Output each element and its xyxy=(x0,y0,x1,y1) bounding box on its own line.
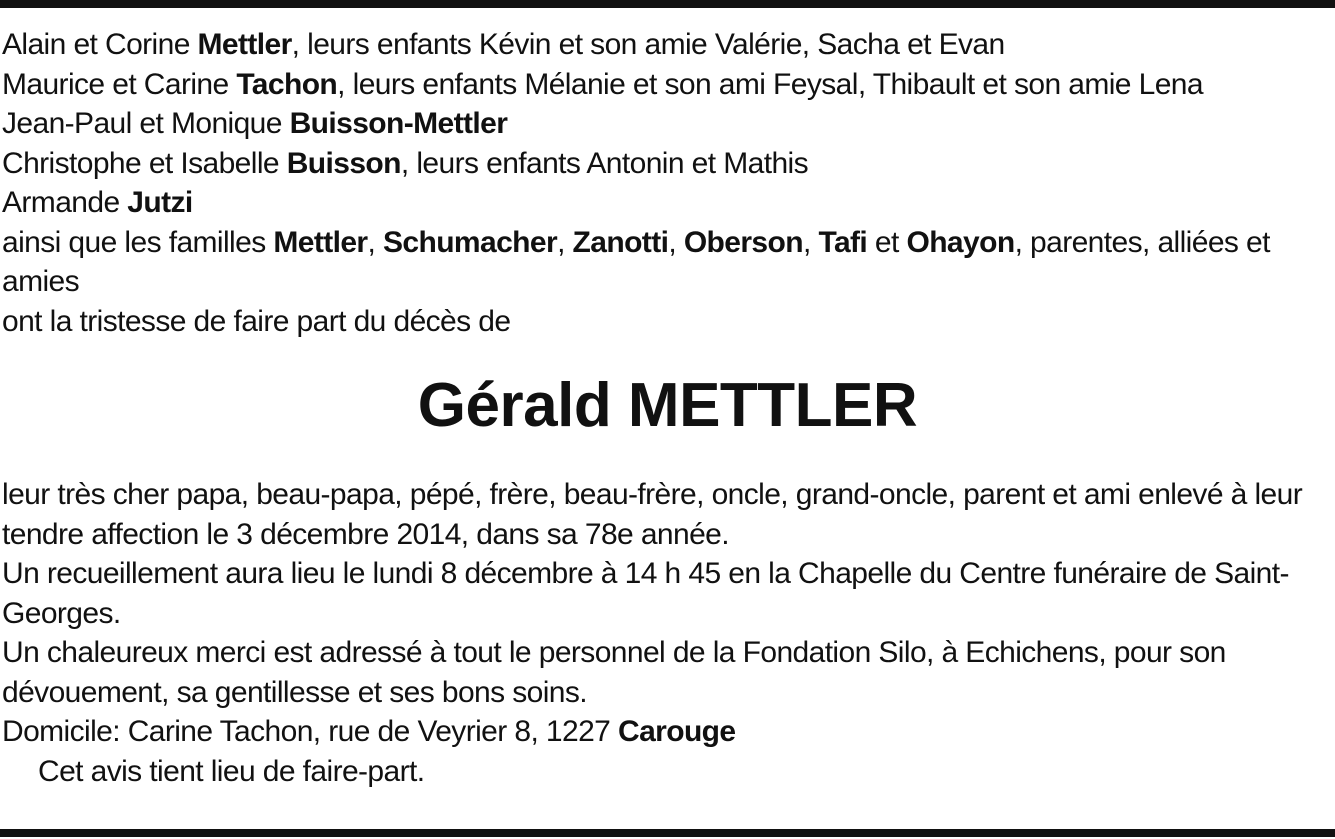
family-surname: Buisson xyxy=(286,146,401,180)
family-names: Jean-Paul et Monique xyxy=(2,107,290,140)
tribute-paragraph: leur très cher papa, beau-papa, pépé, frère, beau-frère, oncle, grand-oncle, parent et ami enlevé à leur tendre affection le 3 décembre 2014, dans sa 78e année. xyxy=(2,478,1303,551)
family-names: Alain et Corine xyxy=(2,28,198,61)
family-children: , leurs enfants Kévin et son amie Valérie, Sacha et Evan xyxy=(291,28,1005,61)
family-children: , leurs enfants Antonin et Mathis xyxy=(400,146,808,180)
thanks-paragraph: Un chaleureux merci est adressé à tout le personnel de la Fondation Silo, à Echichens, pour son dévouement, sa gentillesse et ses bons soins. xyxy=(2,636,1226,709)
ceremony-paragraph: Un recueillement aura lieu le lundi 8 décembre à 14 h 45 en la Chapelle du Centre funéraire de Saint-Georges. xyxy=(2,557,1289,630)
domicile-town: Carouge xyxy=(618,715,736,748)
family-surname: Mettler xyxy=(197,28,292,61)
family-names: Christophe et Isabelle xyxy=(2,146,287,180)
obituary-notice xyxy=(2,25,1333,791)
family-line-jutzi xyxy=(2,183,1333,223)
family-surname: Ohayon xyxy=(906,225,1015,259)
top-rule xyxy=(0,0,1335,8)
family-surname: Jutzi xyxy=(127,186,193,219)
family-line-others xyxy=(2,223,1333,302)
family-surname: Buisson-Mettler xyxy=(289,107,508,140)
bottom-rule xyxy=(0,829,1335,837)
separator: , xyxy=(557,225,573,259)
family-names: Maurice et Carine xyxy=(2,67,237,101)
family-line-mettler xyxy=(2,25,1333,65)
family-names: Armande xyxy=(2,186,128,219)
family-surname: Tafi xyxy=(818,225,868,259)
deceased-name: Gérald METTLER xyxy=(417,371,918,440)
domicile-address: Domicile: Carine Tachon, rue de Veyrier 8, 1227 xyxy=(2,715,618,748)
family-surname: Oberson xyxy=(683,225,803,259)
separator: , xyxy=(367,225,383,259)
separator: , xyxy=(802,225,819,259)
family-children: , leurs enfants Mélanie et son ami Feysal, Thibault et son amie Lena xyxy=(337,67,1203,101)
domicile-line xyxy=(2,712,1333,752)
family-surname: Mettler xyxy=(273,225,368,259)
family-text: , parentes, alliées et amies xyxy=(2,225,1270,298)
family-text: ainsi que les familles xyxy=(2,225,274,259)
family-line-buisson-mettler xyxy=(2,104,1333,144)
family-surname: Schumacher xyxy=(382,225,558,259)
family-surname: Tachon xyxy=(236,67,338,101)
separator: et xyxy=(867,225,907,259)
announcement-line: ont la tristesse de faire part du décès de xyxy=(2,304,511,338)
separator: , xyxy=(668,225,684,259)
family-line-tachon xyxy=(2,65,1333,105)
family-surname: Zanotti xyxy=(572,225,669,259)
closing-line: Cet avis tient lieu de faire-part. xyxy=(38,754,425,788)
family-line-buisson xyxy=(2,144,1333,184)
